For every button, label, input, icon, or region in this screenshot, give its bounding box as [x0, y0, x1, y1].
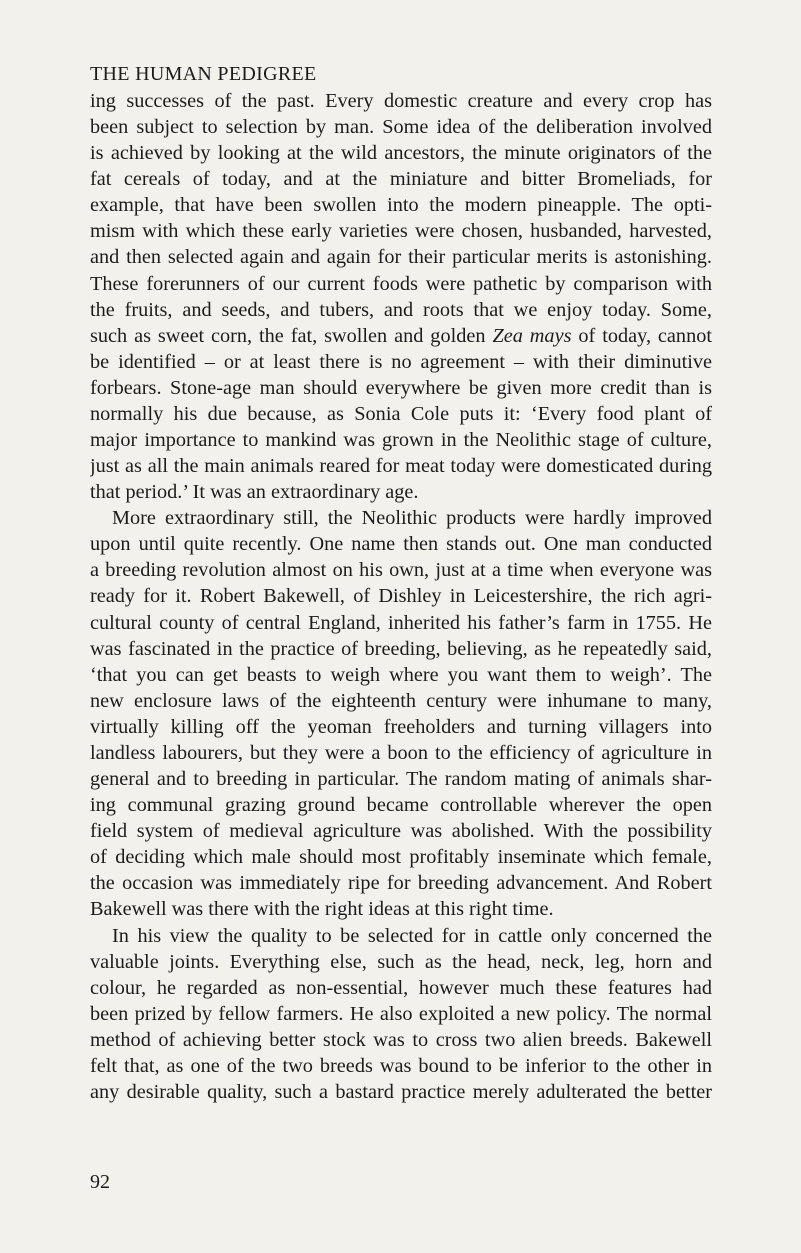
species-name: Zea mays: [492, 324, 572, 347]
text-line: been subject to selection by man. Some idea of the deliberation involved: [90, 116, 712, 139]
text-line: that period.’ It was an extraordinary age.: [90, 481, 419, 504]
text-line: These forerunners of our current foods were pathetic by comparison with: [90, 272, 712, 295]
text-line: general and to breeding in particular. The random mating of animals shar-: [90, 768, 712, 791]
text-line: just as all the main animals reared for meat today were domesticated during: [90, 455, 712, 478]
text-line: In his view the quality to be selected for in cattle only concerned the: [112, 924, 712, 947]
text-line: method of achieving better stock was to cross two alien breeds. Bakewell: [90, 1028, 712, 1051]
text-line: of deciding which male should most profitably inseminate which female,: [90, 846, 712, 869]
text-line: normally his due because, as Sonia Cole puts it: ‘Every food plant of: [90, 402, 712, 425]
text-line: ing successes of the past. Every domestic creature and every crop has: [90, 90, 712, 112]
text-line: a breeding revolution almost on his own, just at a time when everyone was: [90, 559, 712, 582]
running-head: THE HUMAN PEDIGREE: [90, 63, 317, 85]
text-line: Bakewell was there with the right ideas at this right time.: [90, 898, 554, 921]
text-line: More extraordinary still, the Neolithic products were hardly improved: [112, 507, 712, 530]
text-line: valuable joints. Everything else, such as the head, neck, leg, horn and: [90, 950, 712, 973]
text-line: any desirable quality, such a bastard practice merely adulterated the better: [90, 1080, 712, 1103]
text-line: fat cereals of today, and at the miniature and bitter Bromeliads, for: [90, 168, 712, 191]
text-line: been prized by fellow farmers. He also exploited a new policy. The normal: [90, 1002, 712, 1025]
text-line: example, that have been swollen into the modern pineapple. The opti-: [90, 194, 712, 217]
page-number: 92: [90, 1171, 110, 1193]
text-line: landless labourers, but they were a boon to the efficiency of agriculture in: [90, 741, 712, 764]
text-line: mism with which these early varieties were chosen, husbanded, harvested,: [90, 220, 712, 243]
text-line: such as sweet corn, the fat, swollen and golden Zea mays of today, cannot: [90, 324, 712, 347]
text-line: major importance to mankind was grown in the Neolithic stage of culture,: [90, 429, 712, 452]
text-line: the occasion was immediately ripe for breeding advancement. And Robert: [90, 872, 712, 895]
text-line: and then selected again and again for their particular merits is astonishing.: [90, 246, 712, 269]
body-text: [90, 88, 712, 1105]
text-line: virtually killing off the yeoman freeholders and turning villagers into: [90, 715, 712, 738]
text-line: ready for it. Robert Bakewell, of Dishley in Leicestershire, the rich agri-: [90, 585, 712, 608]
text-line: felt that, as one of the two breeds was bound to be inferior to the other in: [90, 1054, 712, 1077]
text-line: ing communal grazing ground became controllable wherever the open: [90, 794, 712, 817]
text-line: is achieved by looking at the wild ancestors, the minute originators of the: [90, 142, 712, 165]
text-line: ‘that you can get beasts to weigh where you want them to weigh’. The: [90, 663, 712, 686]
text-line: was fascinated in the practice of breeding, believing, as he repeatedly said,: [90, 637, 712, 660]
text-line: new enclosure laws of the eighteenth century were inhumane to many,: [90, 689, 712, 712]
text-line: the fruits, and seeds, and tubers, and roots that we enjoy today. Some,: [90, 298, 712, 321]
text-line: be identified – or at least there is no agreement – with their diminutive: [90, 350, 712, 373]
text-line: upon until quite recently. One name then stands out. One man conducted: [90, 533, 712, 556]
text-line: colour, he regarded as non-essential, however much these features had: [90, 976, 712, 999]
text-line: field system of medieval agriculture was abolished. With the possibility: [90, 820, 712, 843]
text-line: forbears. Stone-age man should everywhere be given more credit than is: [90, 376, 712, 399]
text-line: cultural county of central England, inherited his father’s farm in 1755. He: [90, 611, 712, 634]
